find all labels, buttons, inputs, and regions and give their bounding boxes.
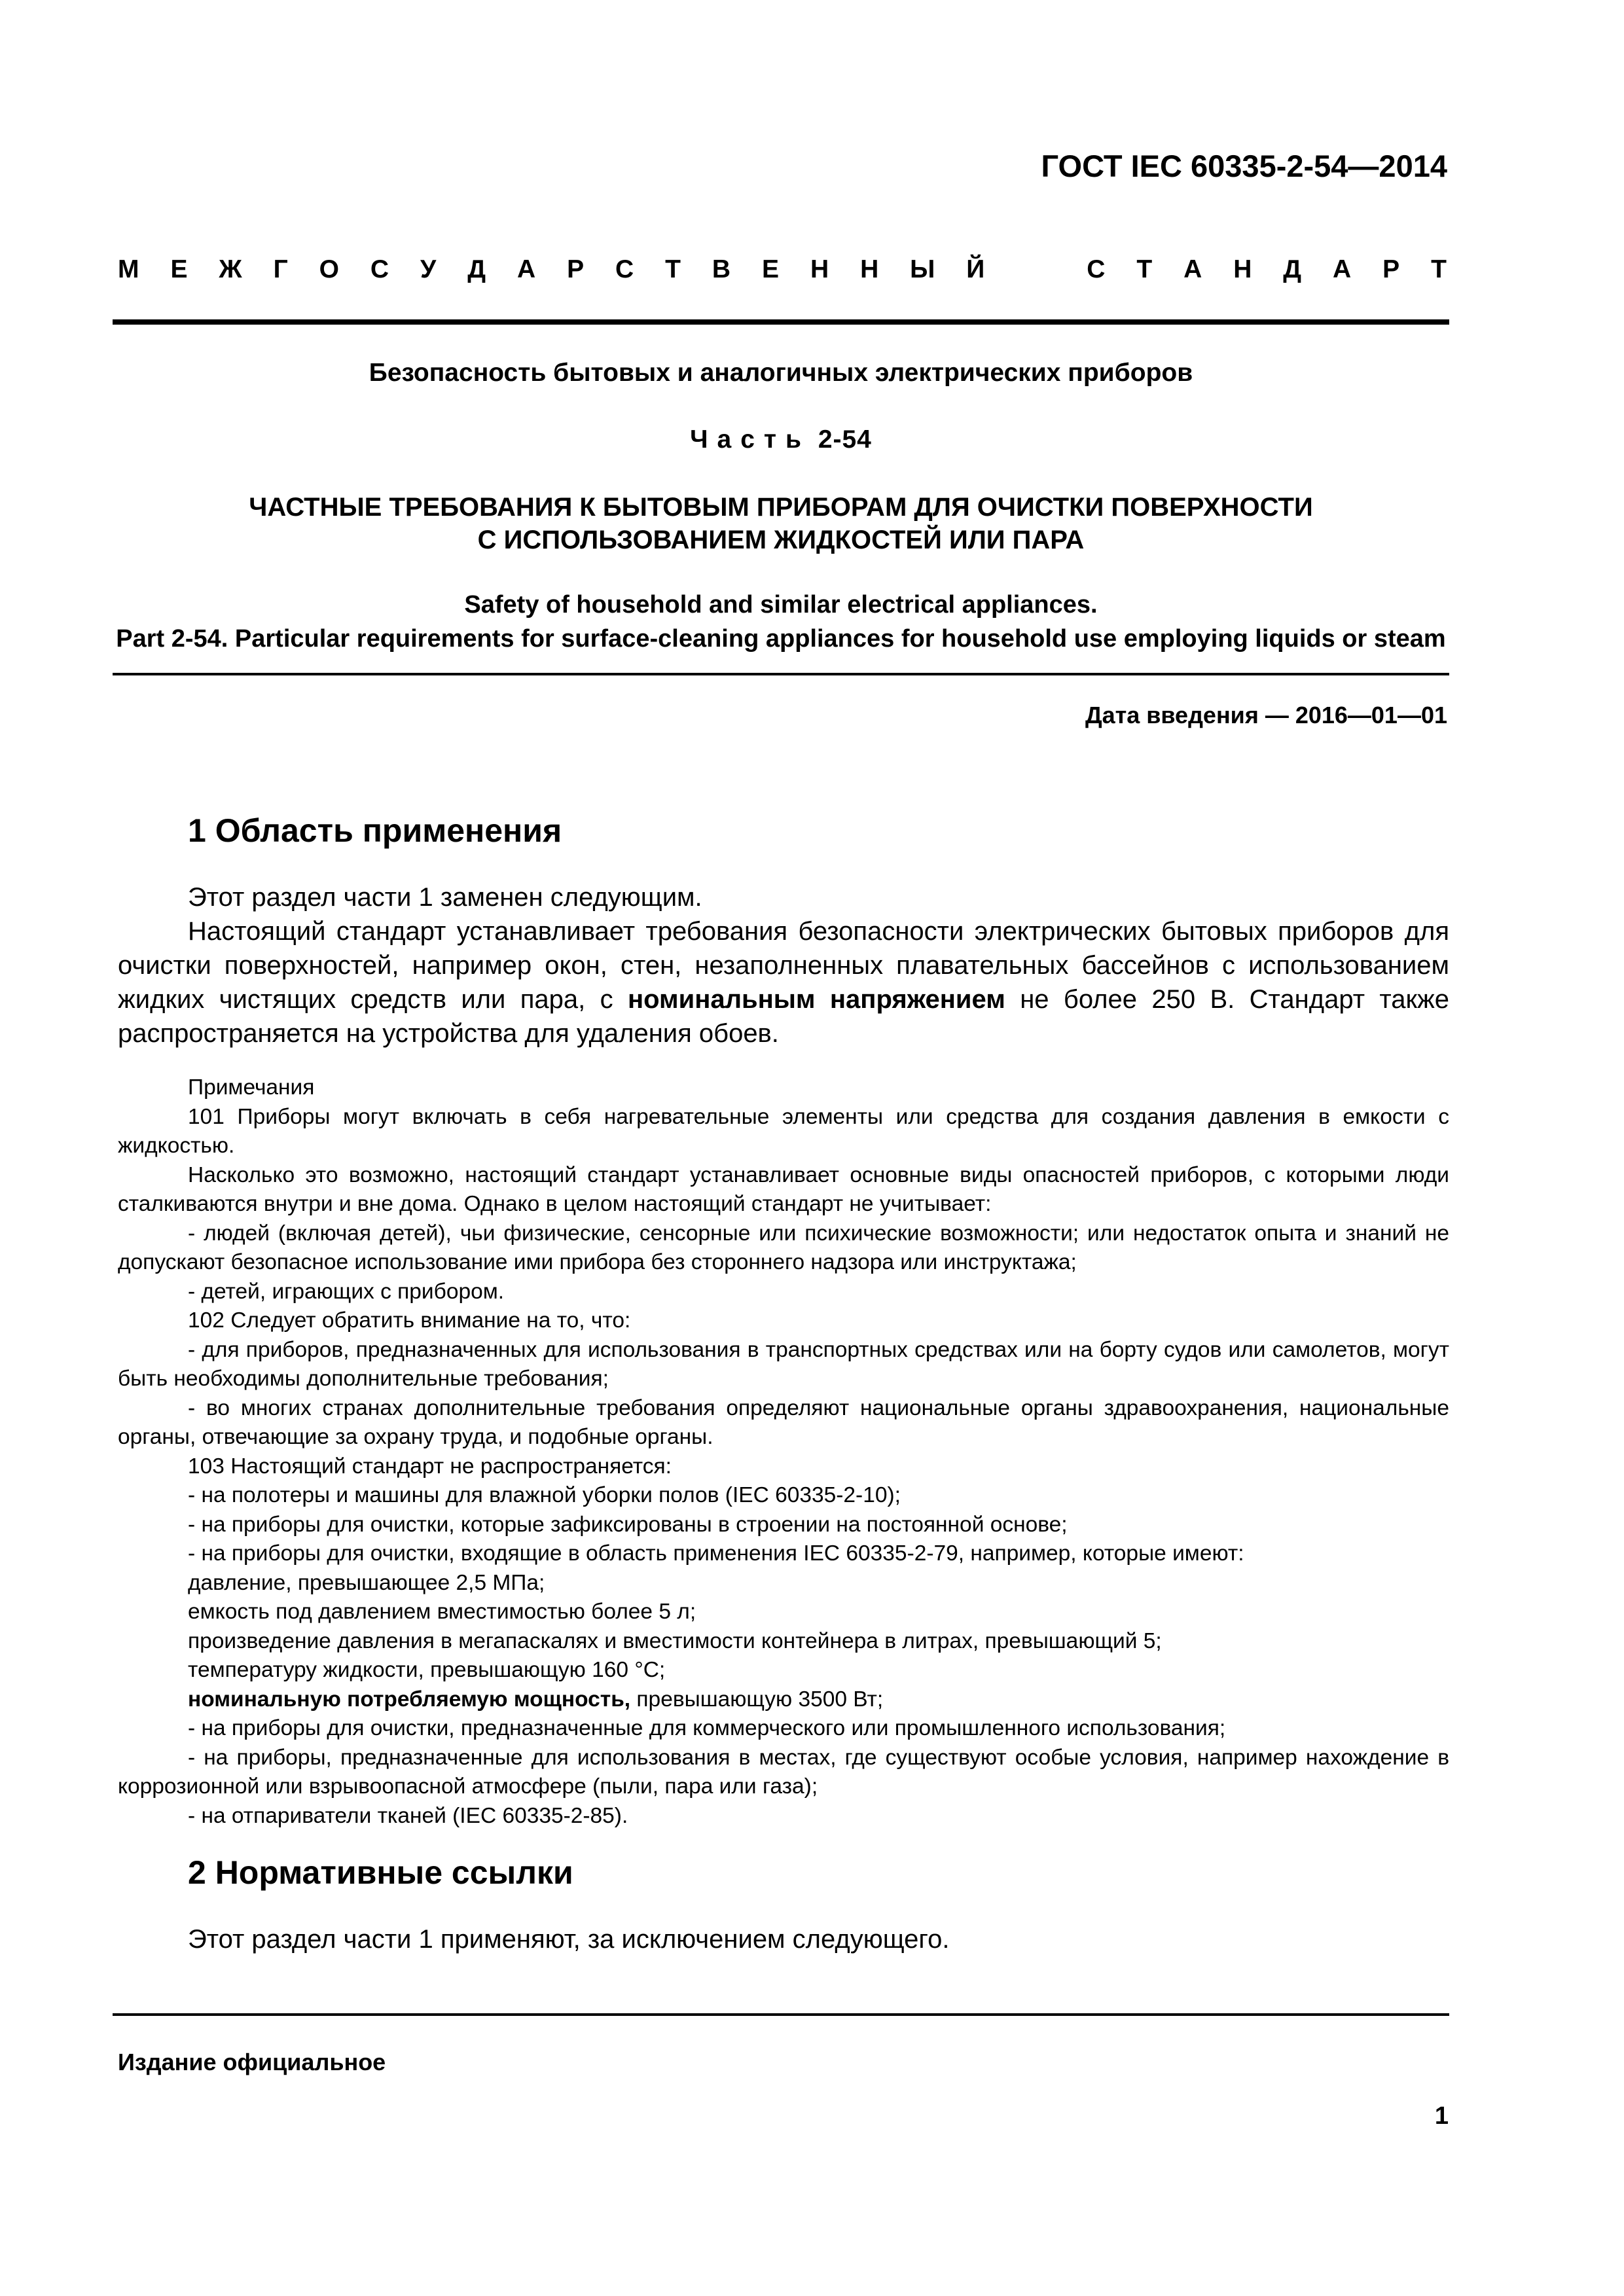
- heading-letter: Т: [665, 255, 681, 283]
- note-101: 101 Приборы могут включать в себя нагревательные элементы или средства для создания давления в емкости с жидкостью.: [118, 1104, 1449, 1158]
- heading-letter: А: [516, 255, 536, 283]
- note-103-item: - на приборы, предназначенные для использования в местах, где существуют особые условия, например нахождение в коррозионной или взрывоопасной атмосфере (пыли, пара или газа);: [118, 1745, 1449, 1799]
- note-103-subitem: температуру жидкости, превышающую 160 °С;: [188, 1658, 666, 1682]
- note-103-subitem: давление, превышающее 2,5 МПа;: [188, 1570, 545, 1595]
- heading-letter: Й: [966, 255, 985, 283]
- heading-letter: Р: [567, 255, 585, 283]
- notes-block: [118, 1073, 1449, 1831]
- part-heading: [113, 491, 1449, 556]
- section-2-heading: 2 Нормативные ссылки: [188, 1854, 573, 1891]
- part-label: [113, 425, 1449, 454]
- note-101-item: - людей (включая детей), чьи физические, сенсорные или психические возможности; или недостаток опыта и знаний не допускают безопасное использование ими прибора без стороннего надзора или инструктажа;: [118, 1221, 1449, 1274]
- header-divider: [113, 319, 1449, 325]
- note-102: 102 Следует обратить внимание на то, что:: [188, 1308, 631, 1333]
- section-1-body: [118, 880, 1449, 1050]
- heading-letter: С: [370, 255, 389, 283]
- document-code: ГОСТ IEC 60335-2-54—2014: [1041, 149, 1447, 183]
- note-102-item: - во многих странах дополнительные требования определяют национальные органы здравоохранения, национальные органы, отвечающие за охрану труда, и подобные органы.: [118, 1395, 1449, 1449]
- paragraph-2-text-b: не более 250 В. Стандарт также распространяется на устройства для удаления обоев.: [118, 985, 1449, 1048]
- english-title: [113, 588, 1449, 656]
- note-103-subitem: произведение давления в мегапаскалях и вместимости контейнера в литрах, превышающий 5;: [188, 1628, 1162, 1653]
- part-heading-line-1: ЧАСТНЫЕ ТРЕБОВАНИЯ К БЫТОВЫМ ПРИБОРАМ ДЛЯ ОЧИСТКИ ПОВЕРХНОСТИ: [249, 493, 1313, 522]
- heading-letter: О: [319, 255, 339, 283]
- title-divider: [113, 673, 1449, 675]
- note-103-item: - на полотеры и машины для влажной уборки полов (IEC 60335-2-10);: [188, 1483, 901, 1507]
- heading-letter: М: [118, 255, 139, 283]
- note-101-item: - детей, играющих с прибором.: [188, 1279, 505, 1304]
- heading-letter: У: [420, 255, 437, 283]
- official-edition-label: Издание официальное: [118, 2049, 386, 2075]
- heading-letter: Е: [762, 255, 780, 283]
- heading-letter: Г: [273, 255, 288, 283]
- note-103-item: - на приборы для очистки, которые зафиксированы в строении на постоянной основе;: [188, 1512, 1068, 1537]
- heading-letter: С: [1087, 255, 1106, 283]
- part-heading-line-2: С ИСПОЛЬЗОВАНИЕМ ЖИДКОСТЕЙ ИЛИ ПАРА: [477, 526, 1085, 554]
- standard-type-heading: [118, 255, 1447, 284]
- term-rated-power-input: номинальную потребляемую мощность,: [188, 1687, 631, 1712]
- english-title-line-2: Part 2-54. Particular requirements for surface-cleaning appliances for household use employing liquids or steam: [116, 625, 1446, 653]
- note-103-item: - на приборы для очистки, предназначенные для коммерческого или промышленного использования;: [188, 1716, 1226, 1740]
- english-title-line-1: Safety of household and similar electrical appliances.: [464, 591, 1098, 619]
- heading-letter: А: [1183, 255, 1202, 283]
- part-number: 2-54: [818, 425, 872, 454]
- heading-letter: А: [1333, 255, 1352, 283]
- footer-divider: [113, 2013, 1449, 2016]
- section-1-paragraph-1: Этот раздел части 1 заменен следующим.: [188, 883, 702, 912]
- date-of-introduction: Дата введения — 2016—01—01: [1085, 702, 1447, 728]
- note-103-item: - на отпариватели тканей (IEC 60335-2-85).: [188, 1803, 628, 1828]
- note-103-item: - на приборы для очистки, входящие в область применения IEC 60335-2-79, например, которые имеют:: [188, 1541, 1244, 1566]
- heading-letter: Е: [170, 255, 188, 283]
- paragraph-2-text-a: Настоящий стандарт устанавливает требования безопасности электрических бытовых приборов для очистки поверхностей, например окон, стен, незаполненных плавательных бассейнов с использованием жидких чистящих средств или пара, с: [118, 917, 1449, 1014]
- note-103-subitem: емкость под давлением вместимостью более 5 л;: [188, 1600, 696, 1624]
- section-2-body: [118, 1922, 1449, 1956]
- section-2-paragraph-1: Этот раздел части 1 применяют, за исключением следующего.: [188, 1925, 950, 1954]
- part-word: Часть: [690, 425, 810, 454]
- heading-letter: Ы: [910, 255, 935, 283]
- heading-letter: Р: [1382, 255, 1400, 283]
- note-103-subitem: [118, 1685, 1449, 1715]
- rated-power-text: превышающую 3500 Вт;: [630, 1687, 884, 1712]
- word-gap: [1016, 255, 1055, 284]
- term-rated-voltage: номинальным напряжением: [627, 985, 1005, 1014]
- heading-letter: С: [615, 255, 634, 283]
- section-1-heading: 1 Область применения: [188, 812, 562, 849]
- heading-letter: Н: [860, 255, 879, 283]
- note-102-item: - для приборов, предназначенных для использования в транспортных средствах или на борту судов или самолетов, могут быть необходимы дополнительные требования;: [118, 1337, 1449, 1391]
- page-number: 1: [1434, 2102, 1449, 2130]
- heading-letter: Т: [1431, 255, 1447, 283]
- heading-letter: Н: [810, 255, 829, 283]
- heading-letter: Д: [467, 255, 486, 283]
- heading-letter: Н: [1233, 255, 1252, 283]
- heading-letter: В: [712, 255, 731, 283]
- notes-label: Примечания: [188, 1075, 315, 1100]
- heading-letter: Ж: [219, 255, 242, 283]
- section-1-paragraph-2: [118, 914, 1449, 1050]
- heading-letter: Д: [1283, 255, 1302, 283]
- note-103: 103 Настоящий стандарт не распространяется:: [188, 1454, 672, 1479]
- document-title: Безопасность бытовых и аналогичных электрических приборов: [369, 359, 1193, 387]
- note-101-text: Насколько это возможно, настоящий стандарт устанавливает основные виды опасностей приборов, с которыми люди сталкиваются внутри и вне дома. Однако в целом настоящий стандарт не учитывает:: [118, 1162, 1449, 1216]
- heading-letter: Т: [1136, 255, 1153, 283]
